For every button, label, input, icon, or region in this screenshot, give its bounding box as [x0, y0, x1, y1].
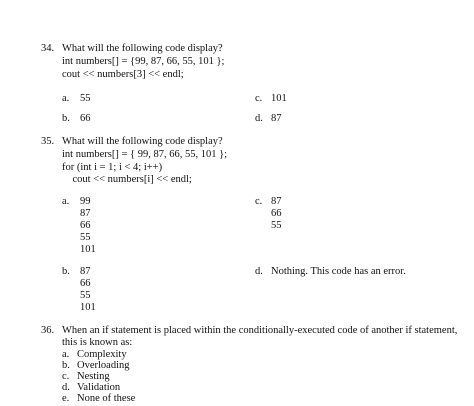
option-letter: c.	[255, 196, 263, 207]
option-text: 101	[271, 93, 287, 104]
question-number: 34.	[41, 43, 55, 54]
option-text: 66	[80, 113, 91, 124]
option-text: 55	[80, 290, 91, 301]
option-text: 55	[80, 232, 91, 243]
option-letter: b.	[62, 360, 70, 371]
option-text: Overloading	[77, 360, 130, 371]
option-letter: d.	[255, 113, 263, 124]
question-prompt: What will the following code display?	[62, 136, 223, 147]
question-prompt: What will the following code display?	[62, 43, 223, 54]
option-letter: a.	[62, 349, 70, 360]
option-text: 55	[80, 93, 91, 104]
option-letter: c.	[255, 93, 263, 104]
option-letter: a.	[62, 196, 70, 207]
option-text: 66	[80, 220, 91, 231]
option-letter: b.	[62, 266, 70, 277]
option-text: 87	[80, 266, 91, 277]
question-prompt: When an if statement is placed within the conditionally-executed code of another if statement,	[62, 325, 458, 336]
option-letter: e.	[62, 393, 70, 404]
question-prompt: this is known as:	[62, 337, 133, 348]
option-text: Nesting	[77, 371, 110, 382]
option-letter: d.	[62, 382, 70, 393]
option-text: 101	[80, 244, 96, 255]
option-letter: d.	[255, 266, 263, 277]
option-text: None of these	[77, 393, 136, 404]
code-line: int numbers[] = {99, 87, 66, 55, 101 };	[62, 56, 225, 67]
code-line: cout << numbers[3] << endl;	[62, 69, 184, 80]
option-text: Nothing. This code has an error.	[271, 266, 406, 277]
option-letter: c.	[62, 371, 70, 382]
option-text: 66	[271, 208, 282, 219]
option-text: 66	[80, 278, 91, 289]
option-text: Validation	[77, 382, 121, 393]
code-line: int numbers[] = { 99, 87, 66, 55, 101 };	[62, 149, 228, 160]
option-text: 55	[271, 220, 282, 231]
option-text: 99	[80, 196, 91, 207]
option-text: 87	[80, 208, 91, 219]
option-letter: b.	[62, 113, 70, 124]
option-text: 87	[271, 196, 282, 207]
option-text: Complexity	[77, 349, 127, 360]
option-text: 87	[271, 113, 282, 124]
option-letter: a.	[62, 93, 70, 104]
option-text: 101	[80, 302, 96, 313]
question-number: 35.	[41, 136, 55, 147]
code-line: cout << numbers[i] << endl;	[62, 174, 192, 185]
code-line: for (int i = 1; i < 4; i++)	[62, 162, 163, 173]
question-number: 36.	[41, 325, 55, 336]
